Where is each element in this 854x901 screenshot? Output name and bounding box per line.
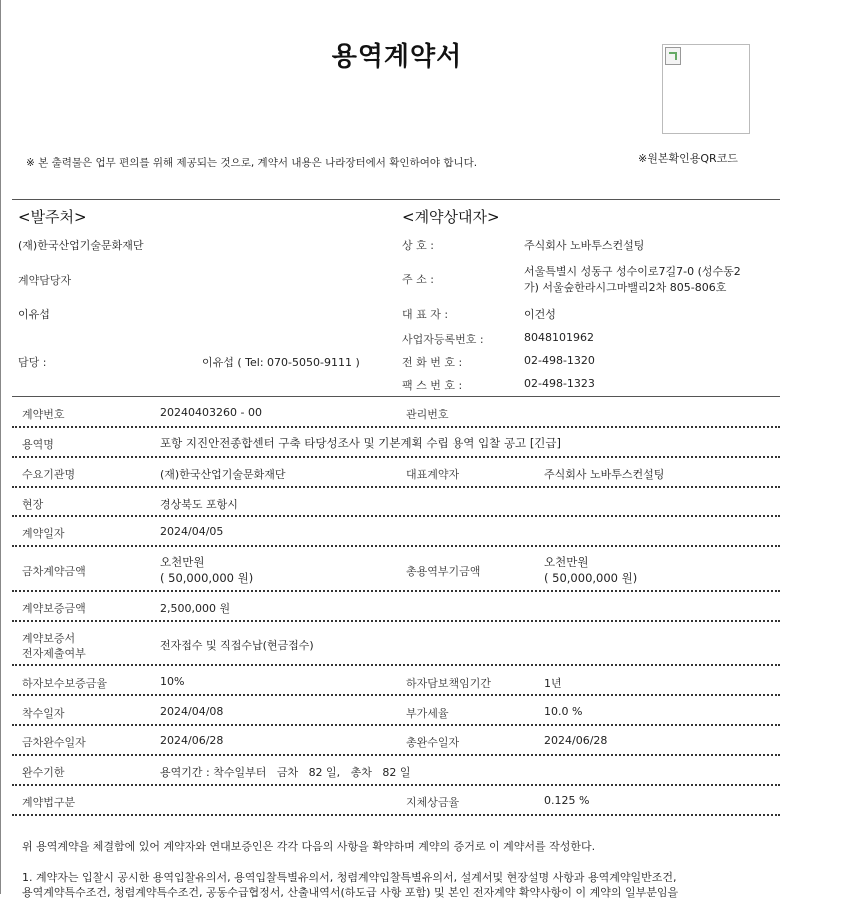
clause-1-line-2: 용역계약특수조건, 청렴계약특수조건, 공동수급협정서, 산출내역서(하도급 사항 포함) 및 본인 전자계약 확약사항이 이 계약의 일부분임을 [22,886,679,899]
qr-code-image [662,44,750,134]
row-value: 전자접수 및 직접수납(현금접수) [160,639,314,652]
contractor-value: 주식회사 노바투스컨설팅 [524,239,645,252]
row-label: 전자제출여부 [22,647,86,660]
orderer-heading: <발주처> [18,208,87,226]
row-label: 총용역부기금액 [406,565,481,578]
row-label: 대표계약자 [406,468,460,481]
row-label: 관리번호 [406,408,449,421]
row-value: (재)한국산업기술문화재단 [160,468,286,481]
row-label: 계약보증금액 [22,602,86,615]
row-separator [12,664,780,666]
row-label: 계약보증서 [22,632,76,645]
document-title: 용역계약서 [331,42,463,72]
clause-1-line-1: 1. 계약자는 입찰시 공시한 용역입찰유의서, 용역입찰특별유의서, 청렴계약입찰특별유의서, 설계서및 현장설명 사항과 용역계약일반조건, [22,871,677,884]
row-value: ( 50,000,000 원) [544,571,638,585]
row-separator [12,620,780,622]
row-label: 하자보수보증금율 [22,677,108,690]
row-label: 부가세율 [406,707,449,720]
contractor-label: 주 소 : [402,273,434,286]
contractor-label: 사업자등록번호 : [402,333,484,346]
row-separator [12,545,780,547]
qr-label: ※원본확인용QR코드 [638,152,738,165]
row-separator [12,590,780,592]
row-separator [12,784,780,786]
row-label: 금차완수일자 [22,736,86,749]
notice-text: ※ 본 출력물은 업무 편의를 위해 제공되는 것으로, 계약서 내용은 나라장터에서 확인하여야 합니다. [26,157,478,169]
row-label: 계약법구분 [22,796,76,809]
row-value: 2024/04/05 [160,525,224,538]
row-value: 오천만원 [160,555,205,569]
intro-paragraph: 위 용역계약을 체결함에 있어 계약자와 연대보증인은 각각 다음의 사항을 확약하며 계약의 증거로 이 계약서를 작성한다. [22,840,596,853]
contractor-value: 이건성 [524,308,556,321]
row-value: 2024/06/28 [160,734,224,747]
row-separator [12,426,780,428]
row-label: 착수일자 [22,707,65,720]
contractor-label: 상 호 : [402,239,434,252]
row-value: 용역기간 : 착수일부터 금차 82 일, 총차 82 일 [160,766,411,779]
row-value: ( 50,000,000 원) [160,571,254,585]
row-label: 계약일자 [22,527,65,540]
contractor-value: 서울특별시 성동구 성수이로7길7-0 (성수동2 [524,265,741,278]
row-label: 계약번호 [22,408,65,421]
row-label: 현장 [22,498,44,511]
row-value: 20240403260 - 00 [160,406,262,419]
row-value: 경상북도 포항시 [160,498,238,511]
row-value: 1년 [544,677,562,690]
contractor-label: 팩 스 번 호 : [402,379,463,392]
row-label: 총완수일자 [406,736,460,749]
row-label: 금차계약금액 [22,565,86,578]
row-value: 2024/06/28 [544,734,608,747]
row-separator [12,814,780,816]
header-divider [12,199,780,200]
contractor-label: 대 표 자 : [402,308,449,321]
contractor-value: 02-498-1320 [524,354,595,367]
contractor-label: 전 화 번 호 : [402,356,463,369]
row-value: 2,500,000 원 [160,602,231,615]
orderer-manager-label: 계약담당자 [18,274,72,287]
row-label: 용역명 [22,438,54,451]
orderer-contact: 이유섭 ( Tel: 070-5050-9111 ) [202,356,360,369]
broken-image-icon [665,47,681,65]
row-value: 2024/04/08 [160,705,224,718]
row-label: 하자담보책임기간 [406,677,492,690]
orderer-contact-label: 담당 : [18,356,47,369]
contractor-heading: <계약상대자> [402,208,500,226]
row-value: 0.125 % [544,794,590,807]
row-separator [12,694,780,696]
row-separator [12,456,780,458]
row-value: 10% [160,675,185,688]
row-separator [12,515,780,517]
row-label: 수요기관명 [22,468,76,481]
orderer-manager: 이유섭 [18,308,50,321]
row-separator [12,754,780,756]
row-value: 오천만원 [544,555,589,569]
row-label: 완수기한 [22,766,65,779]
row-value: 주식회사 노바투스컨설팅 [544,468,665,481]
row-label: 지체상금율 [406,796,460,809]
row-value: 10.0 % [544,705,583,718]
row-separator [12,724,780,726]
contractor-value: 02-498-1323 [524,377,595,390]
contractor-value: 8048101962 [524,331,594,344]
orderer-org: (재)한국산업기술문화재단 [18,239,144,252]
row-value: 포항 지진안전종합센터 구축 타당성조사 및 기본계획 수립 용역 입찰 공고 [긴급] [160,436,562,450]
contractor-value: 가) 서울숲한라시그마밸리2차 805-806호 [524,281,727,294]
page-left-border [0,0,1,894]
section-divider [12,396,780,397]
row-separator [12,486,780,488]
